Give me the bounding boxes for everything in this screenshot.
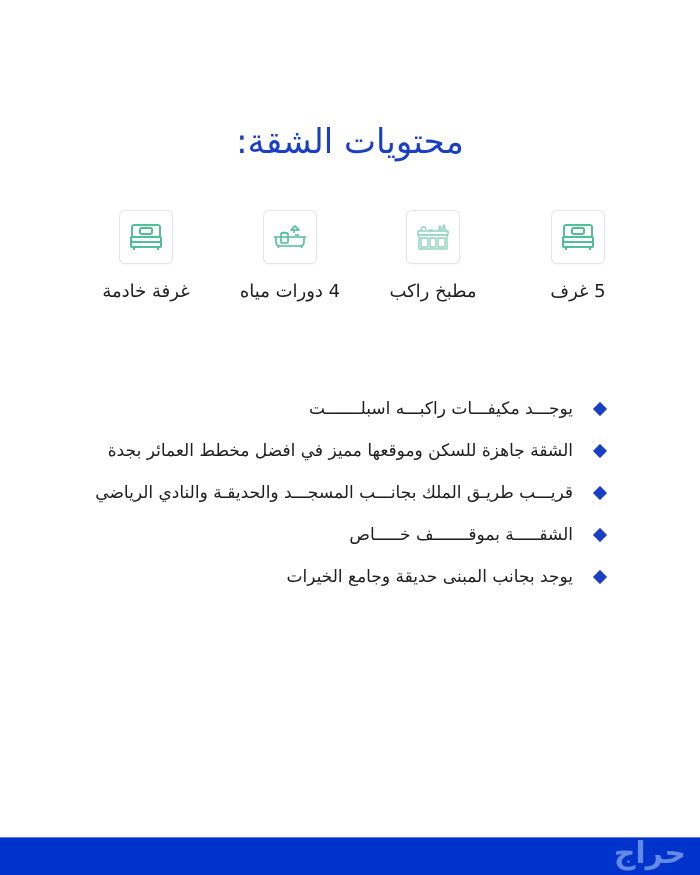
diamond-bullet-icon <box>593 528 607 542</box>
features-row <box>0 210 700 310</box>
feature-label: 5 غرف <box>550 281 606 302</box>
bathtub-icon <box>270 217 310 257</box>
feature-label: مطبخ راكب <box>389 281 477 302</box>
bed-icon <box>126 217 166 257</box>
list-item-text: يوجـــد مكيفـــات راكبـــه اسبلـــــــت <box>309 399 573 419</box>
list-item-text: يوجد بجانب المبنى حديقة وجامع الخيرات <box>286 567 573 587</box>
kitchen-icon <box>413 217 453 257</box>
bed-icon <box>558 217 598 257</box>
list-item <box>90 514 610 556</box>
feature-rooms <box>503 210 653 302</box>
list-item <box>90 388 610 430</box>
feature-label: 4 دورات مياه <box>239 281 341 302</box>
diamond-bullet-icon <box>593 444 607 458</box>
feature-label: غرفة خادمة <box>102 281 190 302</box>
feature-tile <box>551 210 605 264</box>
list-item <box>90 472 610 514</box>
feature-tile <box>406 210 460 264</box>
diamond-bullet-icon <box>593 486 607 500</box>
diamond-bullet-icon <box>593 402 607 416</box>
features-list <box>90 388 610 598</box>
list-item-text: قريـــب طريـق الملك بجانـــب المسجـــد والحديقـة والنادي الرياضي <box>95 483 573 503</box>
feature-kitchen <box>358 210 508 302</box>
feature-bathrooms <box>215 210 365 302</box>
list-item-text: الشقة جاهزة للسكن وموقعها مميز في افضل مخطط العمائر بجدة <box>107 441 573 461</box>
footer-band <box>0 837 700 875</box>
page-title: محتويات الشقة: <box>236 122 464 162</box>
feature-tile <box>263 210 317 264</box>
list-item-text: الشقـــــة بموقـــــــف خـــــاص <box>349 525 573 545</box>
feature-maid-room <box>71 210 221 302</box>
list-item <box>90 556 610 598</box>
list-item <box>90 430 610 472</box>
watermark-logo: حراج <box>613 836 686 871</box>
diamond-bullet-icon <box>593 570 607 584</box>
feature-tile <box>119 210 173 264</box>
